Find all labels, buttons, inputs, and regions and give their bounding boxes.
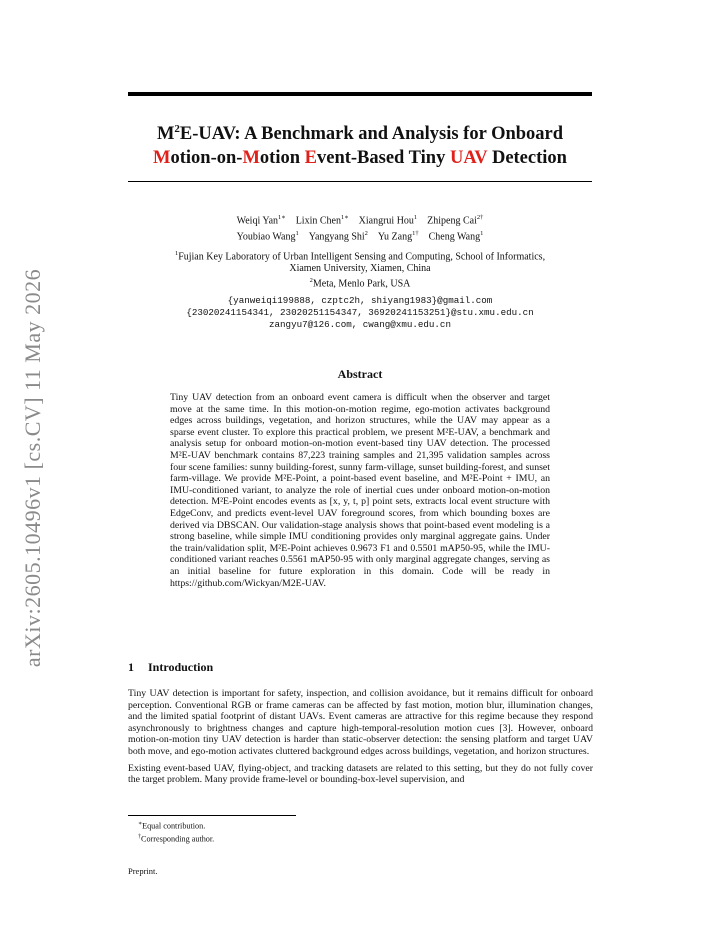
abstract-body	[170, 392, 550, 589]
author-row-1	[120, 211, 600, 227]
section-title: Introduction	[148, 660, 214, 674]
author-name: Cheng Wang	[428, 231, 481, 243]
author-affiliation-mark: 1†	[412, 230, 419, 238]
title-fragment: E	[304, 148, 317, 169]
author-affiliation-mark: 1	[480, 230, 484, 238]
abstract-text: Tiny UAV detection from an onboard event camera is difficult when the observer and target move at the same time. In this motion-on-motion regime, ego-motion activates background edges across buildings, vegetation, and horizon structures, while the UAV may appear as a sparse event cluster. To explore this practical problem, we present M²E-UAV, a benchmark and analysis setup for onboard motion-on-motion event-based tiny UAV detection. The processed M²E-UAV benchmark contains 87,223 training samples and 21,395 validation samples across four scene families: sunny building-forest, sunny farm-village, sunset building-forest, and sunset farm-village. We provide M²E-Point, a point-based event baseline, and M²E-Point + IMU, an IMU-conditioned variant, to analyze the role of inertial cues under onboard motion-on-motion detection. M²E-Point encodes events as [x, y, t, p] point sets, extracts local event structure with EdgeConv, and predicts event-level UAV foreground scores, from which bounding boxes are derived via DBSCAN. Our validation-stage analysis shows that point-based event modeling is a strong baseline, while simple IMU conditioning provides only marginal aggregate gains. Under the train/validation split, M²E-Point achieves 0.9673 F1 and 0.5501 mAP50-95, while the IMU-conditioned variant reaches 0.5561 mAP50-95 with only marginal aggregate changes, serving as an initial baseline for future exploration in this domain. Code will be ready in https://github.com/Wickyan/M2E-UAV.	[170, 392, 550, 589]
arxiv-identifier: arXiv:2605.10496v1 [cs.CV] 11 May 2026	[20, 268, 45, 668]
paragraph: Tiny UAV detection is important for safety, inspection, and collision avoidance, but it remains difficult for onboard perception. Conventional RGB or frame cameras can be affected by fast motion, motion blur, illumination changes, and the limited spatial footprint of distant UAVs. Event cameras are attractive for this regime because they respond asynchronously to brightness changes and capture high-temporal-resolution motion cues [3]. However, onboard motion-on-motion tiny UAV detection is harder than static-observer detection: the sensing platform and target UAV both move, and ego-motion activates cluttered background edges across buildings, vegetation, and horizon structures.	[128, 688, 593, 757]
title-line-1: $M^2E$-UAV: A Benchmark and Analysis for Onboard	[156, 123, 564, 145]
email-line: {yanweiqi199888, czptc2h, shiyang1983}@gmail.com	[227, 295, 493, 306]
abstract-heading: Abstract	[337, 367, 383, 381]
author-name: Weiqi Yan	[236, 215, 279, 227]
footnote-rule	[128, 815, 296, 816]
footnote-corresponding-author: †Corresponding author.	[138, 833, 215, 844]
author-list	[120, 211, 600, 244]
title-bottom-rule	[128, 181, 592, 182]
section-heading-introduction	[128, 660, 213, 675]
affiliation-2: $^2$Meta, Menlo Park, USA	[309, 277, 411, 290]
author-affiliation-mark: 1	[295, 230, 299, 238]
author-affiliation-mark: 1	[413, 214, 418, 221]
author-name: Xiangrui Hou	[358, 215, 414, 227]
title-line-2	[120, 146, 600, 170]
author-name: Yangyang Shi	[308, 231, 365, 243]
title-fragment: M	[153, 148, 171, 169]
author-name: Zhipeng Cai	[427, 215, 477, 227]
footnote-equal-contribution: ∗Equal contribution.	[138, 821, 206, 831]
email-line: {23020241154341, 23020251154347, 36920241153251}@stu.xmu.edu.cn	[186, 307, 534, 318]
paper-title	[120, 117, 600, 170]
introduction-body	[128, 688, 593, 791]
paragraph: Existing event-based UAV, flying-object, and tracking datasets are related to this setting, but they do not fully cover the target problem. Many provide frame-level or bounding-box-level supervision, and	[128, 762, 593, 786]
author-name: Youbiao Wang	[236, 231, 296, 243]
author-affiliation-mark: 2	[364, 230, 368, 238]
title-fragment: M	[242, 148, 260, 169]
author-row-2	[120, 227, 600, 243]
email-addresses	[120, 295, 600, 331]
title-fragment: Detection	[487, 148, 567, 169]
author-affiliation-mark: 1∗	[340, 214, 349, 221]
section-number: 1	[128, 660, 134, 674]
author-name: Yu Zang	[377, 231, 413, 243]
affiliations	[120, 248, 600, 291]
preprint-label: Preprint.	[128, 866, 158, 876]
title-fragment: UAV	[449, 148, 488, 169]
author-name: Lixin Chen	[295, 215, 341, 227]
title-fragment: otion-on-	[170, 148, 243, 169]
author-affiliation-mark: 2†	[476, 214, 484, 221]
affiliation-1-line-2: Xiamen University, Xiamen, China	[289, 263, 431, 275]
title-top-rule	[128, 92, 592, 96]
author-affiliation-mark: 1∗	[278, 214, 286, 221]
title-fragment: vent-Based Tiny	[316, 148, 450, 169]
affiliation-1-line-1: $^1$Fujian Key Laboratory of Urban Intelligent Sensing and Computing, School of Informatics,	[174, 250, 546, 263]
title-fragment: otion	[259, 148, 305, 169]
email-line: zangyu7@126.com, cwang@xmu.edu.cn	[269, 319, 451, 330]
arxiv-stamp	[18, 0, 48, 932]
footnotes	[138, 819, 214, 844]
